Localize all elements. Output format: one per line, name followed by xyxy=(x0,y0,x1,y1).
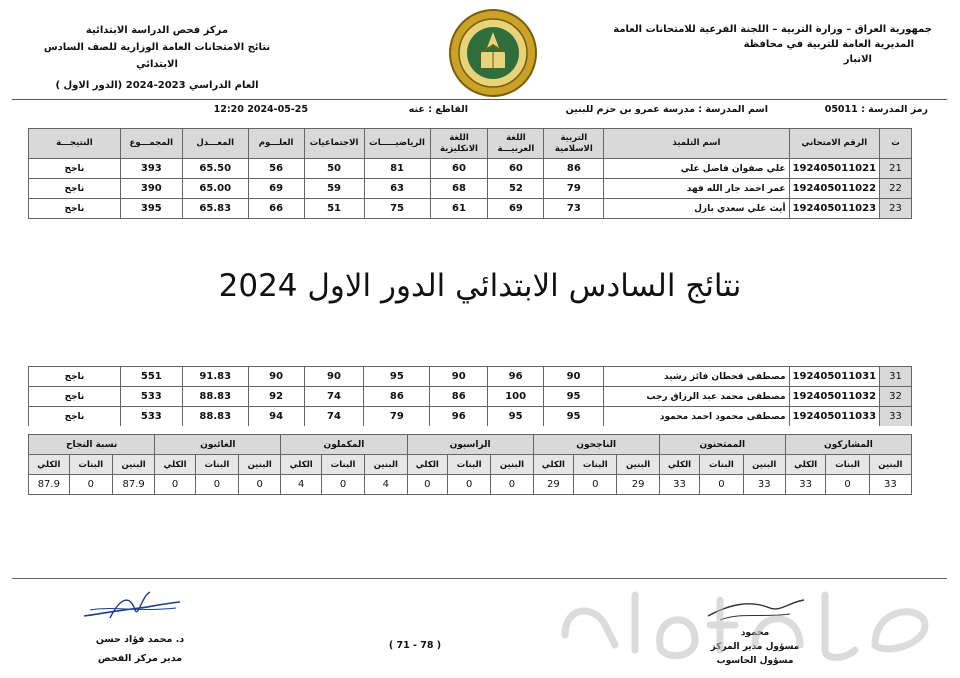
table-row xyxy=(29,387,912,407)
summary-group-header: الغائبون xyxy=(155,435,281,455)
cell-avg: 65.00 xyxy=(182,179,248,199)
cell-islamic: 73 xyxy=(544,199,604,219)
summary-sub-header: البنات xyxy=(195,455,238,475)
col-header-islamic: التربية الاسلامية xyxy=(544,129,604,159)
col-header-arabic: اللغة العربيـــة xyxy=(488,129,544,159)
summary-sub-header: الكلي xyxy=(659,455,700,475)
header-ministry xyxy=(613,22,932,67)
header-line-center: مركز فحص الدراسة الابتدائية xyxy=(85,25,229,36)
cell-idx: 21 xyxy=(880,159,912,179)
cell-english: 61 xyxy=(430,199,488,219)
cell-english: 86 xyxy=(430,387,488,407)
cell-result: ناجح xyxy=(29,407,121,427)
cell-avg: 88.83 xyxy=(182,387,248,407)
cell-science: 69 xyxy=(248,179,304,199)
cell-total: 395 xyxy=(120,199,182,219)
header-line-year: العام الدراسي 2023-2024 (الدور الاول ) xyxy=(55,80,259,91)
header-exam-center xyxy=(22,22,292,94)
cell-social: 51 xyxy=(304,199,364,219)
signer-right-name: محمود xyxy=(740,628,770,638)
watermark-logo-icon xyxy=(545,565,945,675)
header-line-province: الانبار xyxy=(843,54,872,65)
cell-arabic: 60 xyxy=(488,159,544,179)
summary-group-header: المكملون xyxy=(281,435,407,455)
summary-value: 0 xyxy=(700,475,743,495)
school-code: رمز المدرسة : 05011 xyxy=(824,104,928,115)
summary-group-header: الراسبون xyxy=(407,435,533,455)
header-divider xyxy=(12,99,947,100)
cell-total: 533 xyxy=(120,407,182,427)
cell-idx: 31 xyxy=(880,367,912,387)
cell-result: ناجح xyxy=(29,387,121,407)
cell-avg: 65.50 xyxy=(182,159,248,179)
cell-social: 74 xyxy=(304,387,364,407)
cell-social: 90 xyxy=(304,367,364,387)
summary-value: 0 xyxy=(826,475,869,495)
sector: القاطع : عنه xyxy=(408,104,468,115)
cell-islamic: 86 xyxy=(544,159,604,179)
summary-value: 87.9 xyxy=(29,475,70,495)
summary-sub-header: البنات xyxy=(69,455,112,475)
col-header-social: الاجتماعيات xyxy=(304,129,364,159)
table-row xyxy=(29,179,912,199)
cell-idx: 22 xyxy=(880,179,912,199)
header-line-directorate: المديرية العامة للتربية في محافظة xyxy=(743,39,914,50)
summary-sub-header: الكلي xyxy=(533,455,574,475)
summary-value: 0 xyxy=(321,475,364,495)
summary-sub-header: الكلي xyxy=(785,455,826,475)
cell-avg: 88.83 xyxy=(182,407,248,427)
cell-name: علي صفوان فاضل علي xyxy=(604,159,789,179)
table-row xyxy=(29,199,912,219)
summary-group-row xyxy=(29,435,912,455)
summary-value: 0 xyxy=(195,475,238,495)
summary-sub-header: الكلي xyxy=(29,455,70,475)
cell-islamic: 95 xyxy=(544,387,604,407)
summary-value: 33 xyxy=(743,475,785,495)
summary-value: 0 xyxy=(407,475,448,495)
summary-sub-header: الكلي xyxy=(281,455,322,475)
cell-islamic: 90 xyxy=(544,367,604,387)
summary-sub-header: البنات xyxy=(574,455,617,475)
cell-exam: 192405011032 xyxy=(789,387,880,407)
summary-sub-header: الكلي xyxy=(155,455,196,475)
cell-result: ناجح xyxy=(29,159,121,179)
cell-islamic: 79 xyxy=(544,179,604,199)
signer-left-name: د. محمد فؤاد حسن xyxy=(95,634,185,645)
col-header-total: المجمـــوع xyxy=(120,129,182,159)
ministry-seal-icon xyxy=(448,8,538,98)
cell-english: 60 xyxy=(430,159,488,179)
summary-sub-header: البنين xyxy=(491,455,533,475)
cell-total: 393 xyxy=(120,159,182,179)
summary-value: 4 xyxy=(365,475,407,495)
col-header-science: العلـــوم xyxy=(248,129,304,159)
results-banner-title: نتائج السادس الابتدائي الدور الاول 2024 xyxy=(218,268,742,304)
summary-table xyxy=(28,434,912,495)
cell-result: ناجح xyxy=(29,367,121,387)
cell-idx: 23 xyxy=(880,199,912,219)
cell-result: ناجح xyxy=(29,179,121,199)
signer-right-title2: مسؤول الحاسوب xyxy=(716,656,794,666)
cell-total: 533 xyxy=(120,387,182,407)
cell-social: 59 xyxy=(304,179,364,199)
summary-value: 0 xyxy=(574,475,617,495)
summary-value: 0 xyxy=(448,475,491,495)
cell-name: عمر احمد جار الله فهد xyxy=(604,179,789,199)
summary-value: 0 xyxy=(239,475,281,495)
summary-values-row xyxy=(29,475,912,495)
col-header-average: المعـــدل xyxy=(182,129,248,159)
cell-science: 92 xyxy=(248,387,304,407)
grades-table-top xyxy=(28,128,912,219)
summary-sub-header: البنين xyxy=(743,455,785,475)
cell-math: 75 xyxy=(364,199,430,219)
print-datetime: 2024-05-25 12:20 xyxy=(213,104,308,115)
cell-name: مصطفى محمد عبد الرزاق رجب xyxy=(603,387,789,407)
cell-exam: 192405011021 xyxy=(789,159,880,179)
cell-science: 94 xyxy=(248,407,304,427)
summary-sub-header: البنين xyxy=(239,455,281,475)
cell-science: 90 xyxy=(248,367,304,387)
summary-value: 33 xyxy=(869,475,911,495)
col-header-english: اللغة الانكليزية xyxy=(430,129,488,159)
summary-sub-header: البنات xyxy=(826,455,869,475)
cell-name: أيث علي سعدي بازل xyxy=(604,199,789,219)
signature-left-icon xyxy=(80,588,190,624)
summary-sub-header: البنين xyxy=(365,455,407,475)
summary-value: 33 xyxy=(785,475,826,495)
school-name: اسم المدرسة : مدرسة عمرو بن حزم للبنين xyxy=(565,104,768,115)
cell-arabic: 100 xyxy=(488,387,544,407)
summary-group-header: الناجحون xyxy=(533,435,659,455)
cell-idx: 33 xyxy=(880,407,912,427)
cell-exam: 192405011033 xyxy=(789,407,880,427)
cell-english: 96 xyxy=(430,407,488,427)
cell-english: 90 xyxy=(430,367,488,387)
col-header-index: ت xyxy=(880,129,912,159)
cell-avg: 65.83 xyxy=(182,199,248,219)
cell-idx: 32 xyxy=(880,387,912,407)
cell-math: 79 xyxy=(364,407,430,427)
cell-math: 95 xyxy=(364,367,430,387)
summary-value: 33 xyxy=(659,475,700,495)
cell-science: 56 xyxy=(248,159,304,179)
cell-science: 66 xyxy=(248,199,304,219)
col-header-student-name: اسم التلميذ xyxy=(604,129,789,159)
summary-value: 0 xyxy=(491,475,533,495)
summary-sub-header: البنين xyxy=(617,455,659,475)
cell-social: 50 xyxy=(304,159,364,179)
summary-sub-header: البنين xyxy=(112,455,154,475)
summary-sub-header: البنات xyxy=(700,455,743,475)
signer-right-title1: مسؤول مدير المركز xyxy=(710,642,800,652)
cell-english: 68 xyxy=(430,179,488,199)
cell-islamic: 95 xyxy=(544,407,604,427)
cell-math: 81 xyxy=(364,159,430,179)
col-header-exam-number: الرقم الامتحاني xyxy=(789,129,880,159)
cell-avg: 91.83 xyxy=(182,367,248,387)
summary-value: 0 xyxy=(155,475,196,495)
cell-total: 551 xyxy=(120,367,182,387)
signature-block-left xyxy=(60,630,220,668)
summary-value: 29 xyxy=(533,475,574,495)
cell-exam: 192405011022 xyxy=(789,179,880,199)
summary-group-header: المشاركون xyxy=(785,435,911,455)
summary-sub-row xyxy=(29,455,912,475)
cell-arabic: 96 xyxy=(488,367,544,387)
summary-sub-header: البنات xyxy=(321,455,364,475)
cell-total: 390 xyxy=(120,179,182,199)
table-row xyxy=(29,367,912,387)
cell-result: ناجح xyxy=(29,199,121,219)
table-row xyxy=(29,159,912,179)
cell-name: مصطفى محمود احمد محمود xyxy=(603,407,789,427)
summary-group-header: الممتحنون xyxy=(659,435,785,455)
grades-table-bottom xyxy=(28,366,912,426)
cell-arabic: 69 xyxy=(488,199,544,219)
summary-value: 87.9 xyxy=(112,475,154,495)
cell-exam: 192405011023 xyxy=(789,199,880,219)
summary-sub-header: البنات xyxy=(448,455,491,475)
summary-sub-header: البنين xyxy=(869,455,911,475)
summary-value: 29 xyxy=(617,475,659,495)
cell-exam: 192405011031 xyxy=(789,367,880,387)
page-number: ( 71 - 78 ) xyxy=(388,640,442,651)
cell-arabic: 52 xyxy=(488,179,544,199)
summary-group-header: نسبة النجاح xyxy=(29,435,155,455)
signer-left-title: مدير مركز الفحص xyxy=(97,653,183,664)
header-line-results: نتائج الامتحانات العامة الوزارية للصف السادس الابتدائي xyxy=(43,42,271,70)
cell-math: 86 xyxy=(364,387,430,407)
col-header-result: النتيجـــة xyxy=(29,129,121,159)
col-header-math: الرياضيـــــات xyxy=(364,129,430,159)
cell-social: 74 xyxy=(304,407,364,427)
cell-name: مصطفى قحطان فائز رشيد xyxy=(603,367,789,387)
cell-math: 63 xyxy=(364,179,430,199)
table-row xyxy=(29,407,912,427)
grades-table-top-section xyxy=(0,128,960,227)
school-info-row xyxy=(22,104,928,120)
cell-arabic: 95 xyxy=(488,407,544,427)
header-line-republic: جمهورية العراق – وزارة التربية – اللجنة الفرعية للامتحانات العامة xyxy=(613,24,932,35)
summary-sub-header: الكلي xyxy=(407,455,448,475)
summary-value: 0 xyxy=(69,475,112,495)
grades-table-bottom-section xyxy=(0,366,960,426)
summary-value: 4 xyxy=(281,475,322,495)
grades-header-row xyxy=(29,129,912,159)
